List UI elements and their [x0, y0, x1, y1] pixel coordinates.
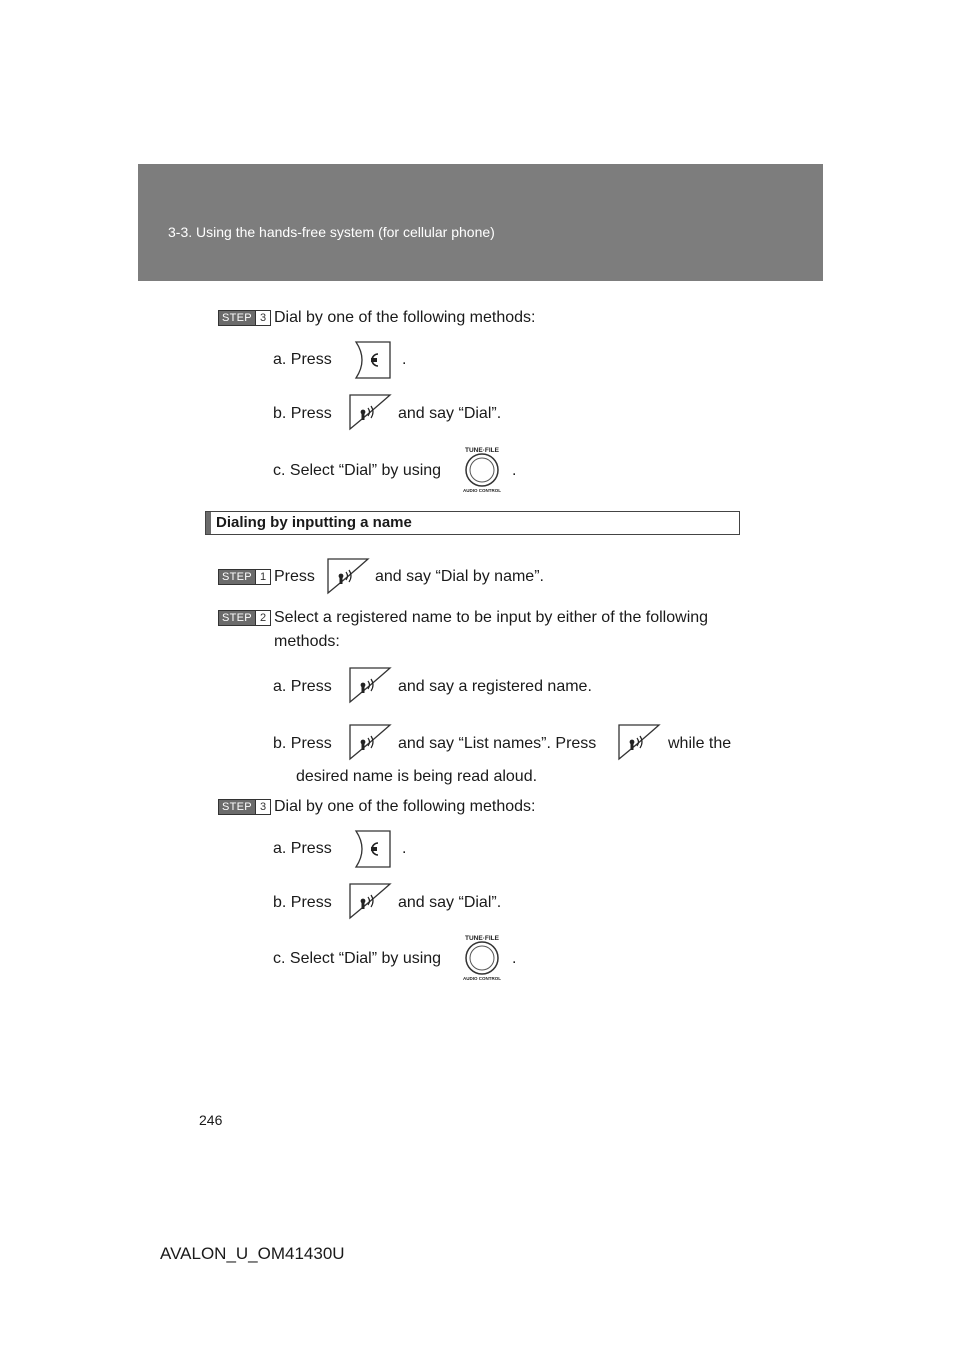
step-number: 2	[255, 611, 270, 625]
step-label: STEP	[222, 801, 252, 813]
name-method-a-text: a. Press	[273, 678, 332, 695]
step-1-suffix: and say “Dial by name”.	[375, 568, 544, 585]
talk-switch-icon	[348, 666, 392, 704]
dial-method-a-text: a. Press	[273, 840, 332, 857]
subheading-title: Dialing by inputting a name	[216, 514, 412, 531]
section-header-band	[138, 164, 823, 281]
dial-method-a-period: .	[402, 840, 407, 857]
method-c-period: .	[512, 462, 517, 479]
method-a-text: a. Press	[273, 351, 332, 368]
step-label: STEP	[222, 612, 252, 624]
name-method-b-text: b. Press	[273, 735, 332, 752]
tune-file-knob-icon	[460, 444, 504, 494]
step-3-badge	[218, 310, 271, 326]
method-b-suffix: and say “Dial”.	[398, 405, 502, 422]
subheading-accent-bar	[206, 512, 211, 534]
step-3-text: Dial by one of the following methods:	[274, 309, 536, 326]
page-number: 246	[199, 1112, 223, 1128]
step-2-text-line2: methods:	[274, 633, 340, 650]
knob-bottom-label: AUDIO CONTROL	[463, 976, 501, 981]
phone-off-hook-icon	[350, 829, 392, 869]
knob-top-label: TUNE·FILE	[465, 447, 499, 454]
talk-switch-icon	[348, 393, 392, 431]
method-b-text: b. Press	[273, 405, 332, 422]
step-1-badge	[218, 569, 271, 585]
name-method-b-suffix: while the	[668, 735, 732, 752]
step-number: 3	[255, 800, 270, 814]
name-method-b-line2: desired name is being read aloud.	[296, 768, 538, 785]
step-1-text: Press	[274, 568, 315, 585]
subheading-dialing-by-name	[205, 511, 740, 535]
talk-switch-icon	[326, 557, 370, 595]
tune-file-knob-icon	[460, 932, 504, 982]
name-method-a-suffix: and say a registered name.	[398, 678, 592, 695]
step-3-badge	[218, 799, 271, 815]
dial-method-b-text: b. Press	[273, 894, 332, 911]
dial-method-c-period: .	[512, 950, 517, 967]
section-title: 3-3. Using the hands-free system (for cellular phone)	[168, 224, 495, 240]
step-number: 1	[255, 570, 270, 584]
phone-off-hook-icon	[350, 340, 392, 380]
knob-bottom-label: AUDIO CONTROL	[463, 488, 501, 493]
knob-top-label: TUNE·FILE	[465, 935, 499, 942]
step-3-text: Dial by one of the following methods:	[274, 798, 536, 815]
method-a-period: .	[402, 351, 407, 368]
dial-method-b-suffix: and say “Dial”.	[398, 894, 502, 911]
step-2-badge	[218, 610, 271, 626]
talk-switch-icon	[348, 882, 392, 920]
step-label: STEP	[222, 312, 252, 324]
step-label: STEP	[222, 571, 252, 583]
talk-switch-icon	[348, 723, 392, 761]
method-c-text: c. Select “Dial” by using	[273, 462, 442, 479]
step-2-text-line1: Select a registered name to be input by either of the following	[274, 609, 709, 626]
dial-method-c-text: c. Select “Dial” by using	[273, 950, 442, 967]
name-method-b-middle: and say “List names”. Press	[398, 735, 597, 752]
document-code: AVALON_U_OM41430U	[160, 1244, 345, 1263]
step-number: 3	[255, 311, 270, 325]
talk-switch-icon	[617, 723, 661, 761]
